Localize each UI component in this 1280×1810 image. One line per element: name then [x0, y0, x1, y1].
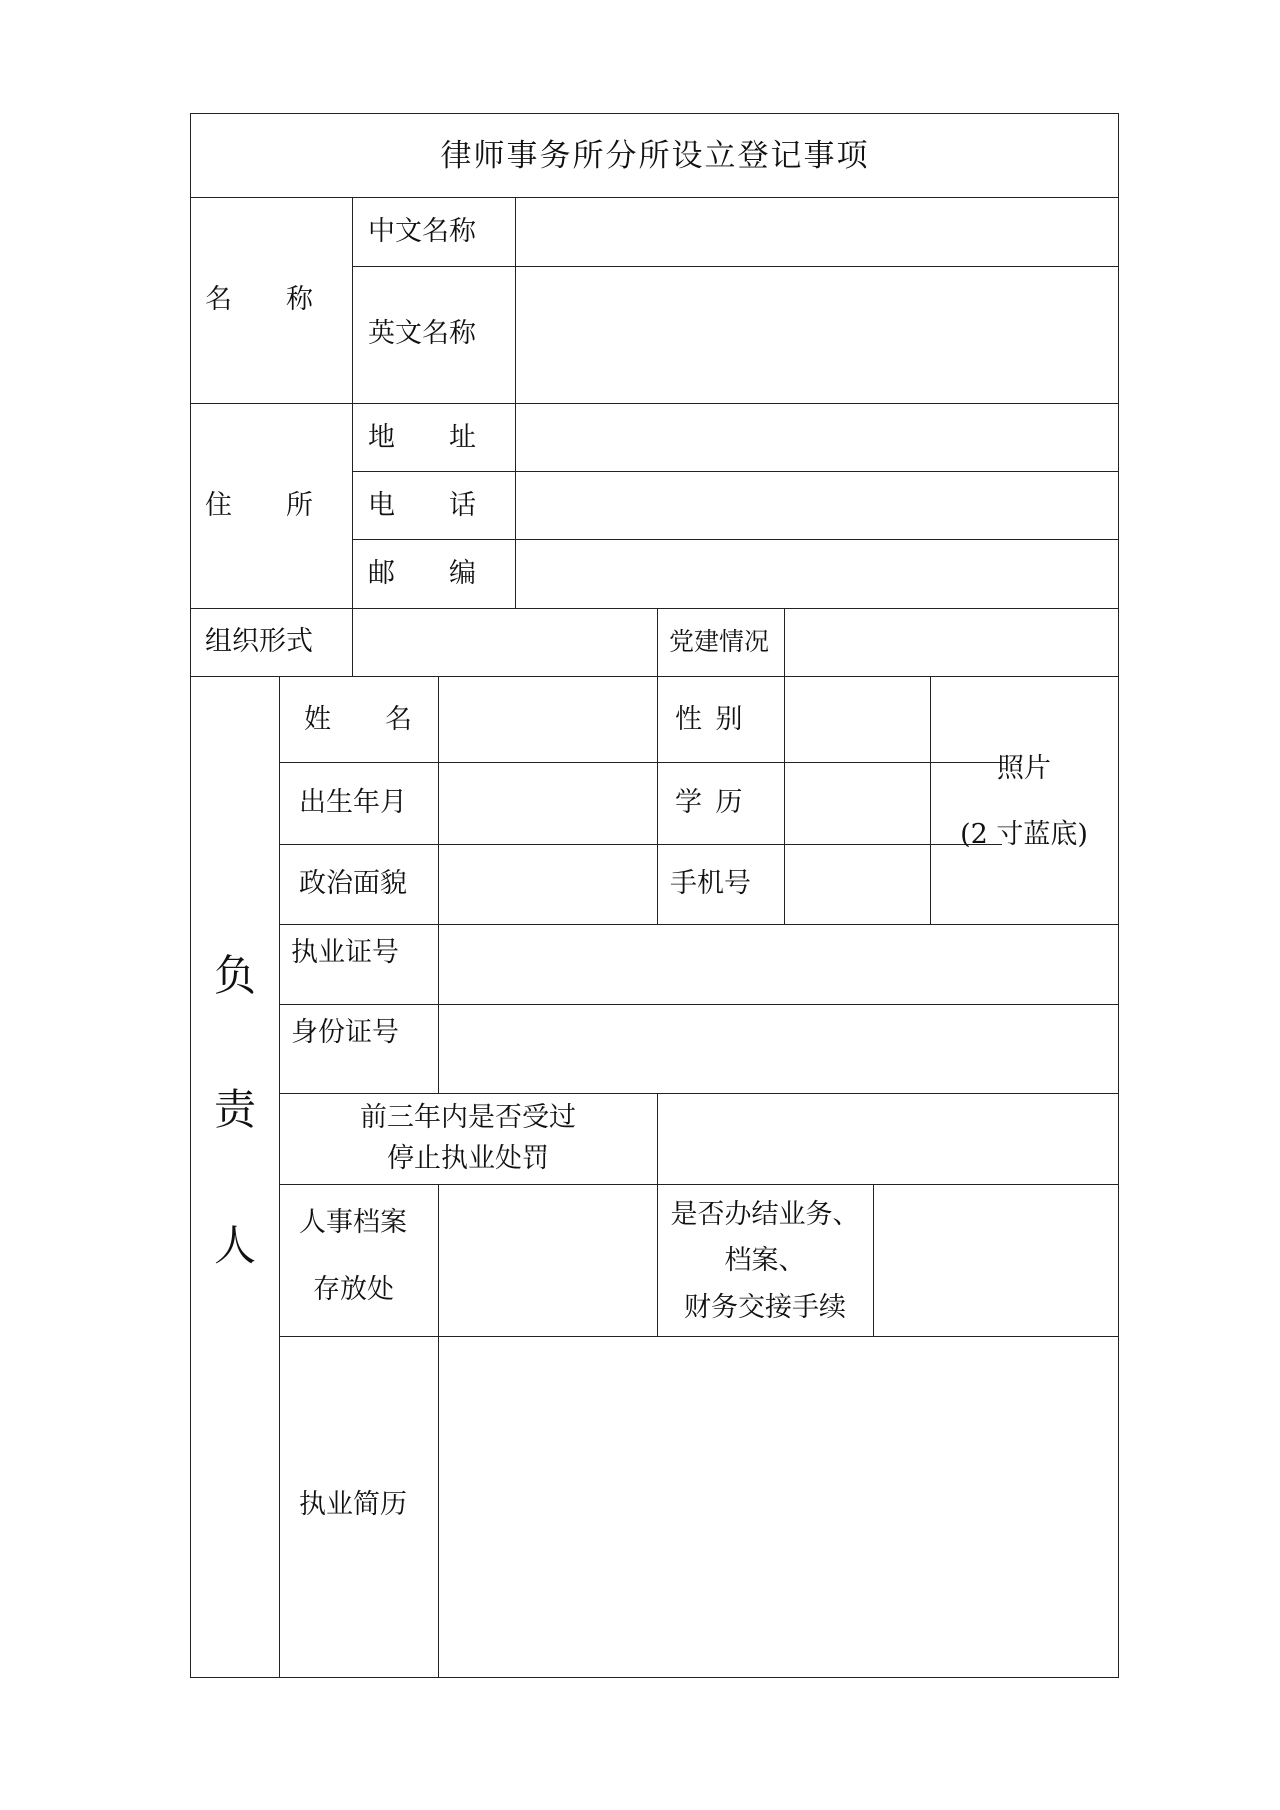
divider [191, 608, 1118, 609]
divider [352, 266, 1118, 267]
org-form-field[interactable] [354, 610, 656, 675]
form-title: 律师事务所分所设立登记事项 [440, 138, 870, 174]
mobile-label: 手机号 [670, 868, 751, 899]
divider [279, 762, 1002, 763]
phone-field[interactable] [517, 473, 1117, 538]
divider [657, 1184, 658, 1336]
registration-form [190, 113, 1119, 1678]
divider [279, 1093, 1118, 1094]
address-field[interactable] [517, 405, 1117, 470]
divider [279, 1004, 1118, 1005]
divider [438, 1184, 439, 1677]
id-no-label: 身份证号 [291, 1017, 399, 1048]
principal-label-char-2: 责 [213, 1085, 257, 1134]
principal-name-label: 姓 名 [304, 704, 412, 735]
party-building-field[interactable] [786, 610, 1117, 675]
divider [352, 539, 1118, 540]
address-label: 地 址 [368, 422, 476, 453]
divider [657, 676, 658, 924]
gender-label: 性 别 [675, 704, 743, 735]
suspension-label-line-1: 前三年内是否受过 [360, 1102, 576, 1133]
divider [191, 197, 1118, 198]
divider [191, 403, 1118, 404]
divider [191, 676, 1118, 677]
phone-label: 电 话 [368, 490, 476, 521]
chinese-name-label: 中文名称 [368, 216, 476, 247]
principal-label-char-3: 人 [213, 1221, 257, 1270]
photo-box[interactable] [932, 678, 1117, 923]
education-field[interactable] [786, 764, 929, 843]
gender-field[interactable] [786, 678, 929, 761]
photo-note: (2 寸蓝底) [960, 819, 1088, 850]
education-label: 学 历 [675, 787, 743, 818]
divider [930, 676, 931, 924]
divider [279, 844, 1002, 845]
divider [438, 676, 439, 1093]
suspension-field[interactable] [659, 1095, 1117, 1183]
photo-label: 照片 [997, 753, 1051, 784]
divider [279, 924, 1118, 925]
political-label: 政治面貌 [299, 868, 407, 899]
divider [352, 608, 353, 676]
divider [784, 608, 785, 676]
divider [657, 1093, 658, 1184]
divider [873, 1184, 874, 1336]
divider [515, 197, 516, 608]
id-no-field[interactable] [440, 1006, 1117, 1092]
license-no-label: 执业证号 [291, 937, 399, 968]
license-no-field[interactable] [440, 926, 1117, 1003]
divider [784, 676, 785, 924]
divider [352, 471, 1118, 472]
resume-label: 执业简历 [299, 1489, 407, 1520]
handover-field[interactable] [875, 1186, 1117, 1335]
divider [279, 1184, 1118, 1185]
english-name-label: 英文名称 [368, 318, 476, 349]
org-form-label: 组织形式 [205, 626, 313, 657]
handover-label-line-2: 档案、 [724, 1245, 806, 1276]
archive-field[interactable] [440, 1186, 656, 1335]
handover-label-line-3: 财务交接手续 [684, 1292, 846, 1323]
english-name-field[interactable] [517, 268, 1117, 402]
principal-label-char-1: 负 [213, 951, 257, 1000]
principal-name-field[interactable] [440, 678, 656, 761]
divider [279, 676, 280, 1677]
resume-field[interactable] [440, 1338, 1117, 1676]
birth-field[interactable] [440, 764, 656, 843]
chinese-name-field[interactable] [517, 199, 1117, 265]
name-section-label: 名 称 [205, 284, 313, 315]
mobile-field[interactable] [786, 846, 929, 923]
suspension-label-line-2: 停止执业处罚 [387, 1143, 549, 1174]
political-field[interactable] [440, 846, 656, 923]
archive-label-line-1: 人事档案 [299, 1207, 407, 1238]
residence-section-label: 住 所 [205, 490, 313, 521]
divider [279, 1336, 1118, 1337]
postcode-label: 邮 编 [368, 558, 476, 589]
archive-label-line-2: 存放处 [313, 1274, 394, 1305]
party-building-label: 党建情况 [669, 627, 770, 656]
divider [352, 197, 353, 608]
handover-label-line-1: 是否办结业务、 [670, 1199, 860, 1230]
birth-label: 出生年月 [299, 787, 407, 818]
divider [657, 608, 658, 676]
postcode-field[interactable] [517, 541, 1117, 607]
